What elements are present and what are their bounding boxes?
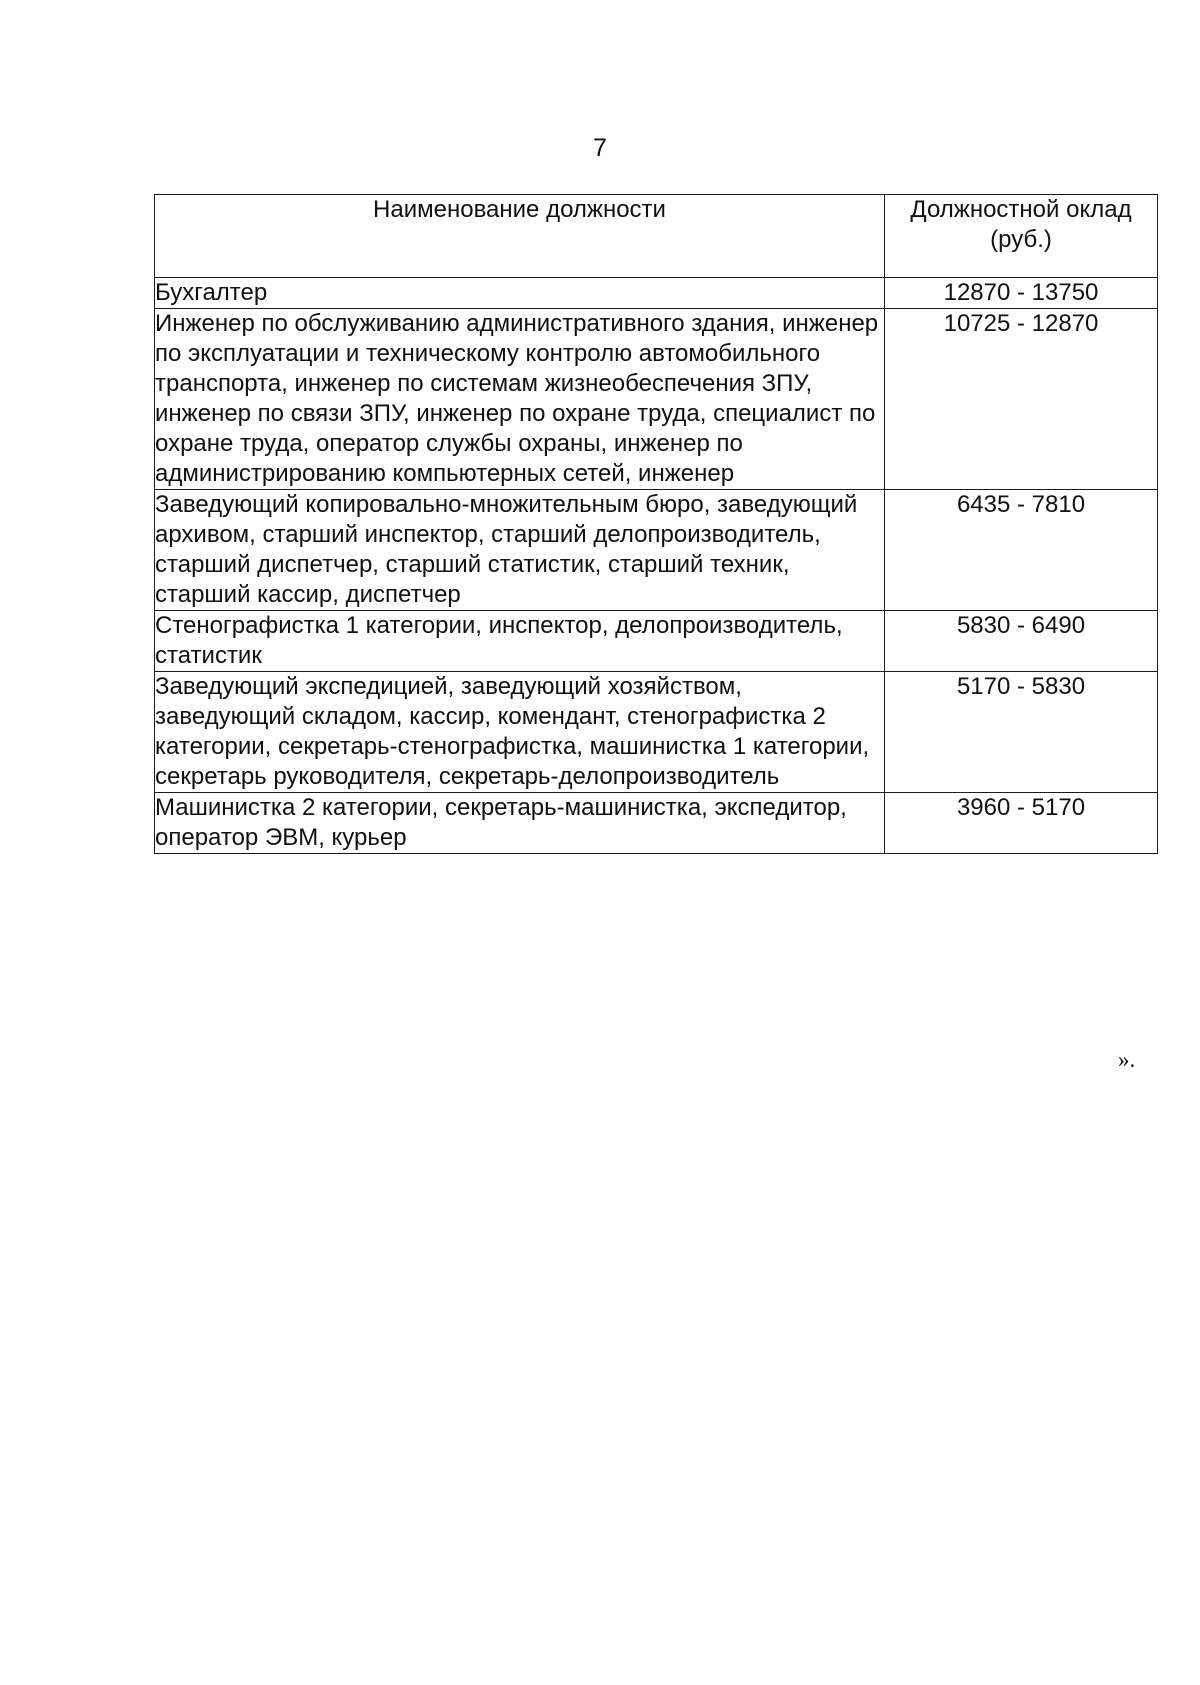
salary-cell: 5170 - 5830 — [885, 672, 1158, 793]
position-cell: Заведующий экспедицией, заведующий хозяйством, заведующий складом, кассир, комендант, стенографистка 2 категории, секретарь-стенографистка, машинистка 1 категории, секретарь руководителя, секретарь-делопроизводитель — [155, 672, 885, 793]
position-cell: Инженер по обслуживанию административного здания, инженер по эксплуатации и техническому контролю автомобильного транспорта, инженер по системам жизнеобеспечения ЗПУ, инженер по связи ЗПУ, инженер по охране труда, специалист по охране труда, оператор службы охраны, инженер по администрированию компьютерных сетей, инженер — [155, 309, 885, 490]
table-row — [155, 611, 1158, 672]
closing-quote: ». — [1118, 1047, 1136, 1072]
position-cell: Заведующий копировально-множительным бюро, заведующий архивом, старший инспектор, старший делопроизводитель, старший диспетчер, старший статистик, старший техник, старший кассир, диспетчер — [155, 490, 885, 611]
table-header-row — [155, 195, 1158, 278]
salary-cell: 12870 - 13750 — [885, 278, 1158, 309]
position-cell: Стенографистка 1 категории, инспектор, делопроизводитель, статистик — [155, 611, 885, 672]
table-row — [155, 672, 1158, 793]
header-position: Наименование должности — [155, 195, 885, 278]
table-row — [155, 278, 1158, 309]
position-cell: Бухгалтер — [155, 278, 885, 309]
position-cell: Машинистка 2 категории, секретарь-машинистка, экспедитор, оператор ЭВМ, курьер — [155, 793, 885, 854]
salary-cell: 10725 - 12870 — [885, 309, 1158, 490]
salary-cell: 3960 - 5170 — [885, 793, 1158, 854]
header-salary: Должностной оклад (руб.) — [885, 195, 1158, 278]
salary-table — [154, 194, 1158, 854]
salary-cell: 6435 - 7810 — [885, 490, 1158, 611]
table-row — [155, 793, 1158, 854]
table-row — [155, 490, 1158, 611]
page-number: 7 — [593, 134, 607, 162]
salary-cell: 5830 - 6490 — [885, 611, 1158, 672]
table-row — [155, 309, 1158, 490]
